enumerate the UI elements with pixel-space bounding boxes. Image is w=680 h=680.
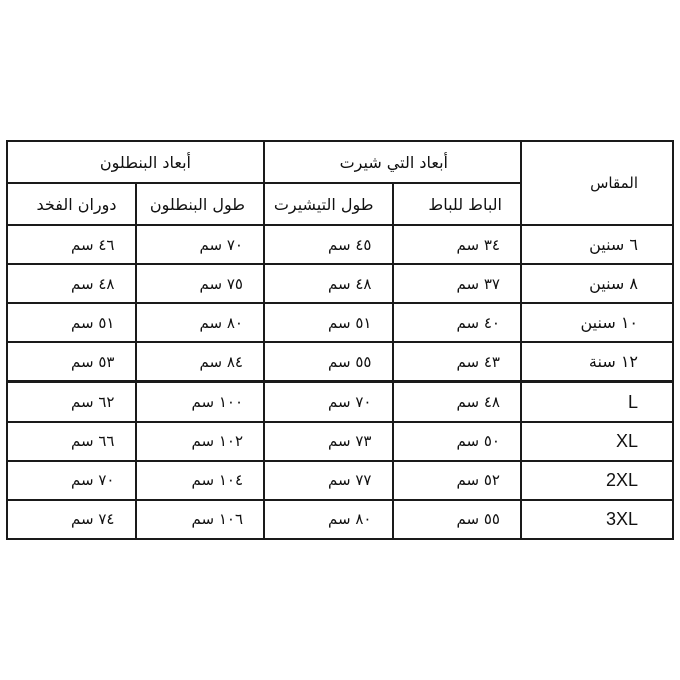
table-row [7, 225, 673, 264]
pants-length-value: ١٠٠ سم [136, 382, 265, 422]
armpit-value: ٥٢ سم [393, 461, 522, 500]
size-cell: ١٠ سنين [521, 303, 673, 342]
header-row-groups [7, 141, 673, 183]
tshirt-length-value: ٤٥ سم [264, 225, 393, 264]
thigh-value: ٦٢ سم [7, 382, 136, 422]
thigh-value: ٦٦ سم [7, 422, 136, 461]
size-cell: ٦ سنين [521, 225, 673, 264]
thigh-value: ٥٣ سم [7, 342, 136, 382]
armpit-value: ٥٥ سم [393, 500, 522, 539]
pants-dimensions-header: أبعاد البنطلون [7, 141, 264, 183]
pants-length-value: ٨٠ سم [136, 303, 265, 342]
tshirt-dimensions-header: أبعاد التي شيرت [264, 141, 521, 183]
thigh-value: ٧٠ سم [7, 461, 136, 500]
armpit-value: ٥٠ سم [393, 422, 522, 461]
armpit-value: ٣٤ سم [393, 225, 522, 264]
armpit-value: ٤٣ سم [393, 342, 522, 382]
table-row [7, 461, 673, 500]
thigh-circumference-header: دوران الفخد [7, 183, 136, 225]
size-cell: ١٢ سنة [521, 342, 673, 382]
table-row [7, 342, 673, 382]
armpit-to-armpit-header: الباط للباط [393, 183, 522, 225]
tshirt-length-value: ٥١ سم [264, 303, 393, 342]
thigh-value: ٥١ سم [7, 303, 136, 342]
tshirt-length-value: ٧٠ سم [264, 382, 393, 422]
tshirt-length-value: ٧٣ سم [264, 422, 393, 461]
table-row [7, 303, 673, 342]
size-cell: ٨ سنين [521, 264, 673, 303]
tshirt-length-header: طول التيشيرت [264, 183, 393, 225]
size-column-header: المقاس [521, 141, 673, 225]
armpit-value: ٤٨ سم [393, 382, 522, 422]
tshirt-length-value: ٧٧ سم [264, 461, 393, 500]
pants-length-value: ٧٥ سم [136, 264, 265, 303]
armpit-value: ٣٧ سم [393, 264, 522, 303]
table-row [7, 500, 673, 539]
pants-length-value: ١٠٤ سم [136, 461, 265, 500]
table-row [7, 422, 673, 461]
size-cell: XL [521, 422, 673, 461]
thigh-value: ٤٦ سم [7, 225, 136, 264]
pants-length-value: ٧٠ سم [136, 225, 265, 264]
tshirt-length-value: ٥٥ سم [264, 342, 393, 382]
pants-length-value: ١٠٢ سم [136, 422, 265, 461]
table-row [7, 264, 673, 303]
pants-length-header: طول البنطلون [136, 183, 265, 225]
pants-length-value: ١٠٦ سم [136, 500, 265, 539]
pants-length-value: ٨٤ سم [136, 342, 265, 382]
table-row [7, 382, 673, 422]
thigh-value: ٧٤ سم [7, 500, 136, 539]
thigh-value: ٤٨ سم [7, 264, 136, 303]
size-cell: L [521, 382, 673, 422]
armpit-value: ٤٠ سم [393, 303, 522, 342]
size-chart-table [6, 140, 674, 540]
size-cell: 2XL [521, 461, 673, 500]
tshirt-length-value: ٤٨ سم [264, 264, 393, 303]
tshirt-length-value: ٨٠ سم [264, 500, 393, 539]
size-cell: 3XL [521, 500, 673, 539]
